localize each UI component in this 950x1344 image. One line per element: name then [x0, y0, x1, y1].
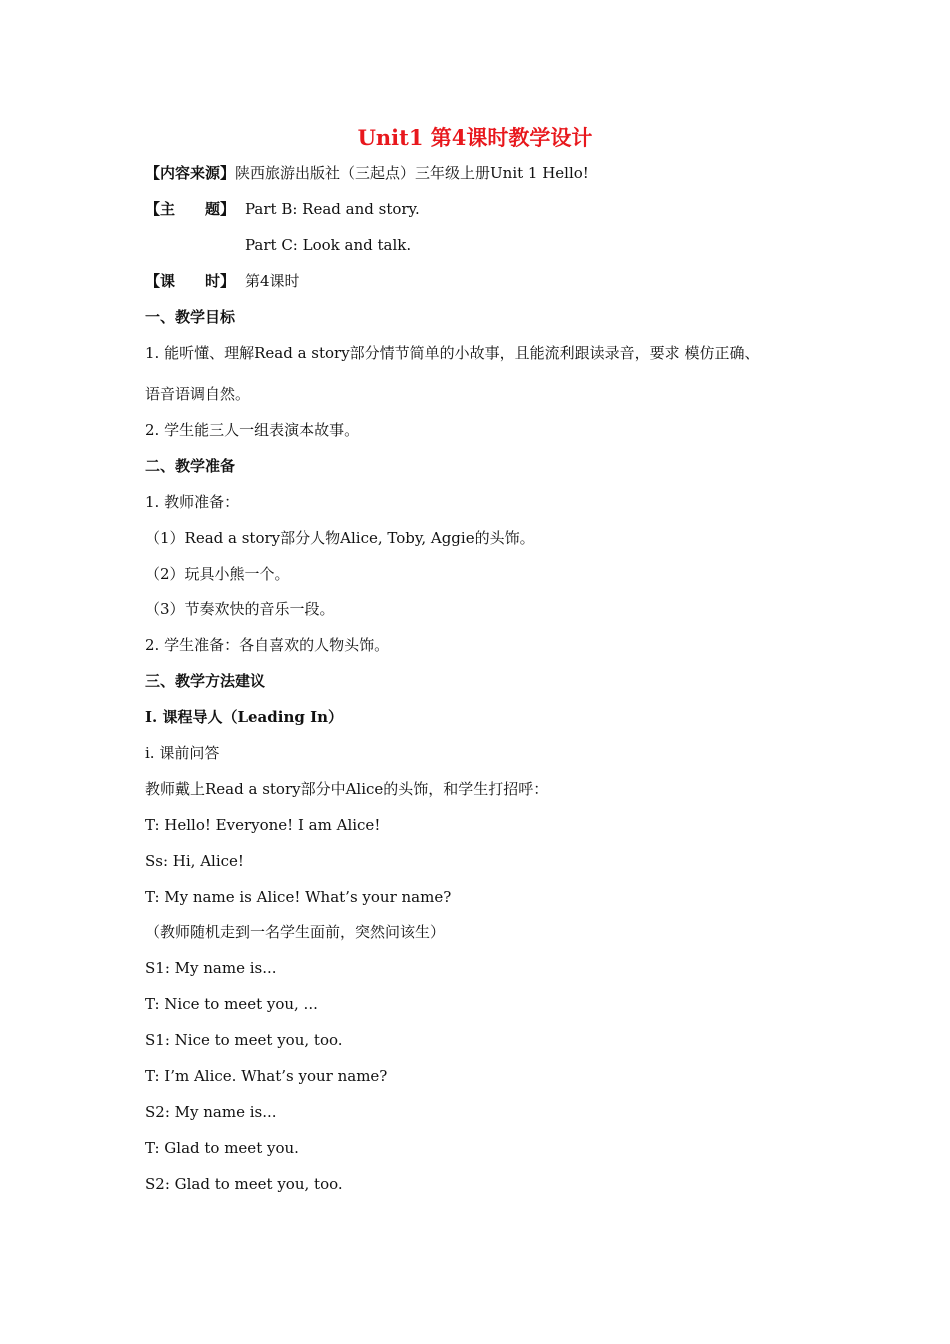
dialogue-line: T: Glad to meet you.: [145, 1139, 299, 1157]
methods-sub-heading: I. 课程导人（Leading In）: [145, 708, 343, 726]
source-value: 陕西旅游出版社（三起点）三年级上册Unit 1 Hello!: [235, 164, 589, 182]
period-value: 第4课时: [245, 272, 300, 290]
dialogue-line: S2: My name is...: [145, 1103, 277, 1121]
methods-step: i. 课前问答: [145, 744, 220, 762]
objective-1-line-2: 语音语调自然。: [145, 385, 251, 403]
methods-intro: 教师戴上Read a story部分中Alice的头饰，和学生打招呼：: [145, 780, 549, 798]
prep-sub-3: （3）节奏欢快的音乐一段。: [145, 600, 335, 618]
dialogue-line: Ss: Hi, Alice!: [145, 852, 244, 870]
source-label: 【内容来源】: [145, 164, 236, 182]
objective-2: 2. 学生能三人一组表演本故事。: [145, 421, 360, 439]
prep-teacher: 1. 教师准备：: [145, 493, 240, 511]
dialogue-line: S2: Glad to meet you, too.: [145, 1175, 343, 1193]
topic-value-1: Part B: Read and story.: [245, 200, 420, 218]
dialogue-line: S1: Nice to meet you, too.: [145, 1031, 343, 1049]
section-heading-objectives: 一、教学目标: [145, 308, 236, 326]
section-heading-methods: 三、教学方法建议: [145, 672, 266, 690]
source-row: [145, 163, 589, 183]
topic-label: 【主 题】: [145, 200, 236, 218]
prep-sub-1: （1）Read a story部分人物Alice, Toby, Aggie的头饰。: [145, 529, 535, 547]
dialogue-line: T: Nice to meet you, ...: [145, 995, 318, 1013]
topic-row: [145, 199, 420, 219]
dialogue-line: S1: My name is...: [145, 959, 277, 977]
objective-1-line-1: 1. 能听懂、理解Read a story部分情节简单的小故事，且能流利跟读录音，要求 模仿正确、: [145, 344, 760, 362]
topic-value-2: Part C: Look and talk.: [245, 236, 412, 254]
prep-sub-2: （2）玩具小熊一个。: [145, 565, 290, 583]
dialogue-line: T: I’m Alice. What’s your name?: [145, 1067, 388, 1085]
period-row: [145, 271, 300, 291]
prep-student: 2. 学生准备：各自喜欢的人物头饰。: [145, 636, 390, 654]
dialogue-line: （教师随机走到一名学生面前，突然问该生）: [145, 923, 446, 941]
section-heading-preparation: 二、教学准备: [145, 457, 236, 475]
dialogue-line: T: Hello! Everyone! I am Alice!: [145, 816, 381, 834]
document-title: Unit1 第4课时教学设计: [357, 125, 593, 150]
period-label: 【课 时】: [145, 272, 236, 290]
dialogue-line: T: My name is Alice! What’s your name?: [145, 888, 452, 906]
